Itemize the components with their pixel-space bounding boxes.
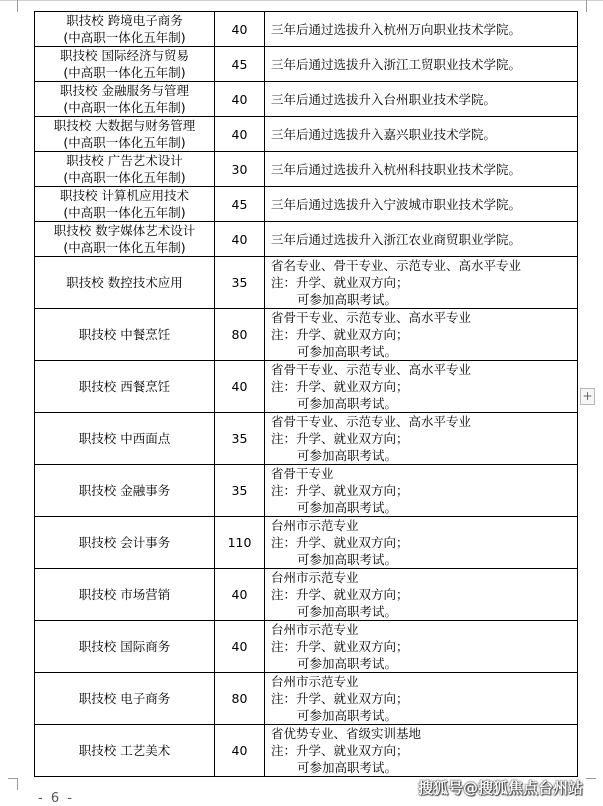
major-name: 职技校 跨境电子商务: [66, 13, 183, 28]
crop-mark-top-right: [586, 0, 587, 12]
count-cell: 80: [215, 673, 265, 725]
note-line: 台州市示范专业: [271, 622, 359, 637]
count-cell: 40: [215, 82, 265, 117]
source-watermark: 搜狐号@搜狐焦点台州站: [418, 779, 584, 797]
table-row: [35, 152, 578, 187]
note-line: 可参加高职考试。: [297, 448, 398, 463]
note-line: 三年后通过选拔升入杭州万向职业技术学院。: [271, 21, 522, 37]
count-cell: 40: [215, 222, 265, 257]
enrollment-table: [34, 11, 578, 777]
major-program-type: (中高职一体化五年制): [63, 30, 186, 45]
major-cell: [35, 47, 215, 82]
note-cell: [265, 82, 578, 117]
note-line: 省优势专业、省级实训基地: [271, 726, 422, 741]
count-cell: 40: [215, 12, 265, 47]
major-cell: [35, 222, 215, 257]
table-row: [35, 187, 578, 222]
table-row: [35, 12, 578, 47]
note-cell: [265, 257, 578, 309]
major-name: 职技校 国际经济与贸易: [60, 48, 189, 63]
major-program-type: (中高职一体化五年制): [63, 240, 186, 255]
note-cell: [265, 621, 578, 673]
major-program-type: (中高职一体化五年制): [63, 170, 186, 185]
table-row: [35, 517, 578, 569]
note-line: 可参加高职考试。: [297, 656, 398, 671]
major-cell: [35, 152, 215, 187]
major-name: 职技校 数字媒体艺术设计: [53, 223, 196, 238]
note-cell: [265, 361, 578, 413]
note-line: 注：升学、就业双方向；: [271, 743, 409, 758]
note-line: 台州市示范专业: [271, 674, 359, 689]
note-line: 三年后通过选拔升入嘉兴职业技术学院。: [271, 126, 497, 142]
major-cell: 职技校 市场营销: [35, 569, 215, 621]
note-cell: [265, 309, 578, 361]
count-cell: 30: [215, 152, 265, 187]
note-line: 注：升学、就业双方向；: [271, 535, 409, 550]
major-program-type: (中高职一体化五年制): [63, 135, 186, 150]
note-cell: [265, 47, 578, 82]
note-line: 省骨干专业、示范专业、高水平专业: [271, 414, 472, 429]
major-cell: [35, 82, 215, 117]
table-row: [35, 309, 578, 361]
note-line: 台州市示范专业: [271, 570, 359, 585]
table-row: [35, 361, 578, 413]
crop-mark-top-left: [17, 0, 18, 12]
count-cell: 40: [215, 725, 265, 777]
table-row: [35, 222, 578, 257]
note-cell: [265, 222, 578, 257]
note-line: 三年后通过选拔升入杭州科技职业技术学院。: [271, 161, 522, 177]
page-top-edge: [0, 0, 603, 1]
table-row: [35, 673, 578, 725]
note-line: 可参加高职考试。: [297, 396, 398, 411]
major-program-type: (中高职一体化五年制): [63, 205, 186, 220]
table-row: [35, 621, 578, 673]
major-cell: 职技校 金融事务: [35, 465, 215, 517]
note-cell: [265, 517, 578, 569]
major-name: 职技校 大数据与财务管理: [53, 118, 196, 133]
count-cell: 80: [215, 309, 265, 361]
note-line: 注：升学、就业双方向；: [271, 483, 409, 498]
note-line: 可参加高职考试。: [297, 708, 398, 723]
major-name: 职技校 金融服务与管理: [60, 83, 189, 98]
note-line: 三年后通过选拔升入台州职业技术学院。: [271, 91, 497, 107]
count-cell: 45: [215, 47, 265, 82]
note-cell: [265, 413, 578, 465]
note-line: 可参加高职考试。: [297, 500, 398, 515]
count-cell: 110: [215, 517, 265, 569]
note-line: 三年后通过选拔升入浙江农业商贸职业学院。: [271, 231, 522, 247]
table-row: [35, 257, 578, 309]
count-cell: 40: [215, 117, 265, 152]
major-cell: 职技校 国际商务: [35, 621, 215, 673]
note-line: 注：升学、就业双方向；: [271, 275, 409, 290]
note-cell: [265, 187, 578, 222]
major-program-type: (中高职一体化五年制): [63, 100, 186, 115]
note-cell: [265, 117, 578, 152]
note-line: 可参加高职考试。: [297, 760, 398, 775]
note-line: 注：升学、就业双方向；: [271, 379, 409, 394]
note-cell: [265, 569, 578, 621]
count-cell: 45: [215, 187, 265, 222]
major-cell: [35, 187, 215, 222]
count-cell: 40: [215, 621, 265, 673]
note-line: 可参加高职考试。: [297, 604, 398, 619]
note-cell: [265, 673, 578, 725]
table-row: [35, 117, 578, 152]
note-line: 台州市示范专业: [271, 518, 359, 533]
major-name: 职技校 计算机应用技术: [60, 188, 189, 203]
major-name: 职技校 广告艺术设计: [66, 153, 183, 168]
table-add-row-button[interactable]: +: [580, 388, 595, 405]
note-line: 省骨干专业、示范专业、高水平专业: [271, 362, 472, 377]
note-line: 可参加高职考试。: [297, 552, 398, 567]
major-cell: 职技校 数控技术应用: [35, 257, 215, 309]
note-line: 三年后通过选拔升入宁波城市职业技术学院。: [271, 196, 522, 212]
note-cell: [265, 725, 578, 777]
count-cell: 35: [215, 413, 265, 465]
note-line: 注：升学、就业双方向；: [271, 431, 409, 446]
table-row: [35, 465, 578, 517]
count-cell: 40: [215, 569, 265, 621]
page-number: - 6 -: [38, 791, 74, 806]
table-row: [35, 725, 578, 777]
major-program-type: (中高职一体化五年制): [63, 65, 186, 80]
table-row: [35, 47, 578, 82]
note-line: 可参加高职考试。: [297, 344, 398, 359]
note-line: 注：升学、就业双方向；: [271, 691, 409, 706]
major-cell: [35, 117, 215, 152]
major-cell: 职技校 电子商务: [35, 673, 215, 725]
major-cell: 职技校 会计事务: [35, 517, 215, 569]
note-line: 三年后通过选拔升入浙江工贸职业技术学院。: [271, 56, 522, 72]
table-row: [35, 413, 578, 465]
count-cell: 40: [215, 361, 265, 413]
crop-mark-bottom-left-v: [17, 778, 18, 790]
major-cell: 职技校 中西面点: [35, 413, 215, 465]
major-cell: 职技校 西餐烹饪: [35, 361, 215, 413]
note-line: 注：升学、就业双方向；: [271, 327, 409, 342]
count-cell: 35: [215, 257, 265, 309]
note-cell: [265, 465, 578, 517]
note-line: 省骨干专业: [271, 466, 334, 481]
note-line: 省骨干专业、示范专业、高水平专业: [271, 310, 472, 325]
note-cell: [265, 12, 578, 47]
count-cell: 35: [215, 465, 265, 517]
note-cell: [265, 152, 578, 187]
major-cell: 职技校 中餐烹饪: [35, 309, 215, 361]
enrollment-table-body: [35, 12, 578, 777]
major-cell: [35, 12, 215, 47]
crop-mark-bottom-right: [586, 778, 596, 779]
table-row: [35, 82, 578, 117]
note-line: 省名专业、骨干专业、示范专业、高水平专业: [271, 258, 522, 273]
note-line: 可参加高职考试。: [297, 292, 398, 307]
note-line: 注：升学、就业双方向；: [271, 587, 409, 602]
note-line: 注：升学、就业双方向；: [271, 639, 409, 654]
major-cell: 职技校 工艺美术: [35, 725, 215, 777]
table-row: [35, 569, 578, 621]
